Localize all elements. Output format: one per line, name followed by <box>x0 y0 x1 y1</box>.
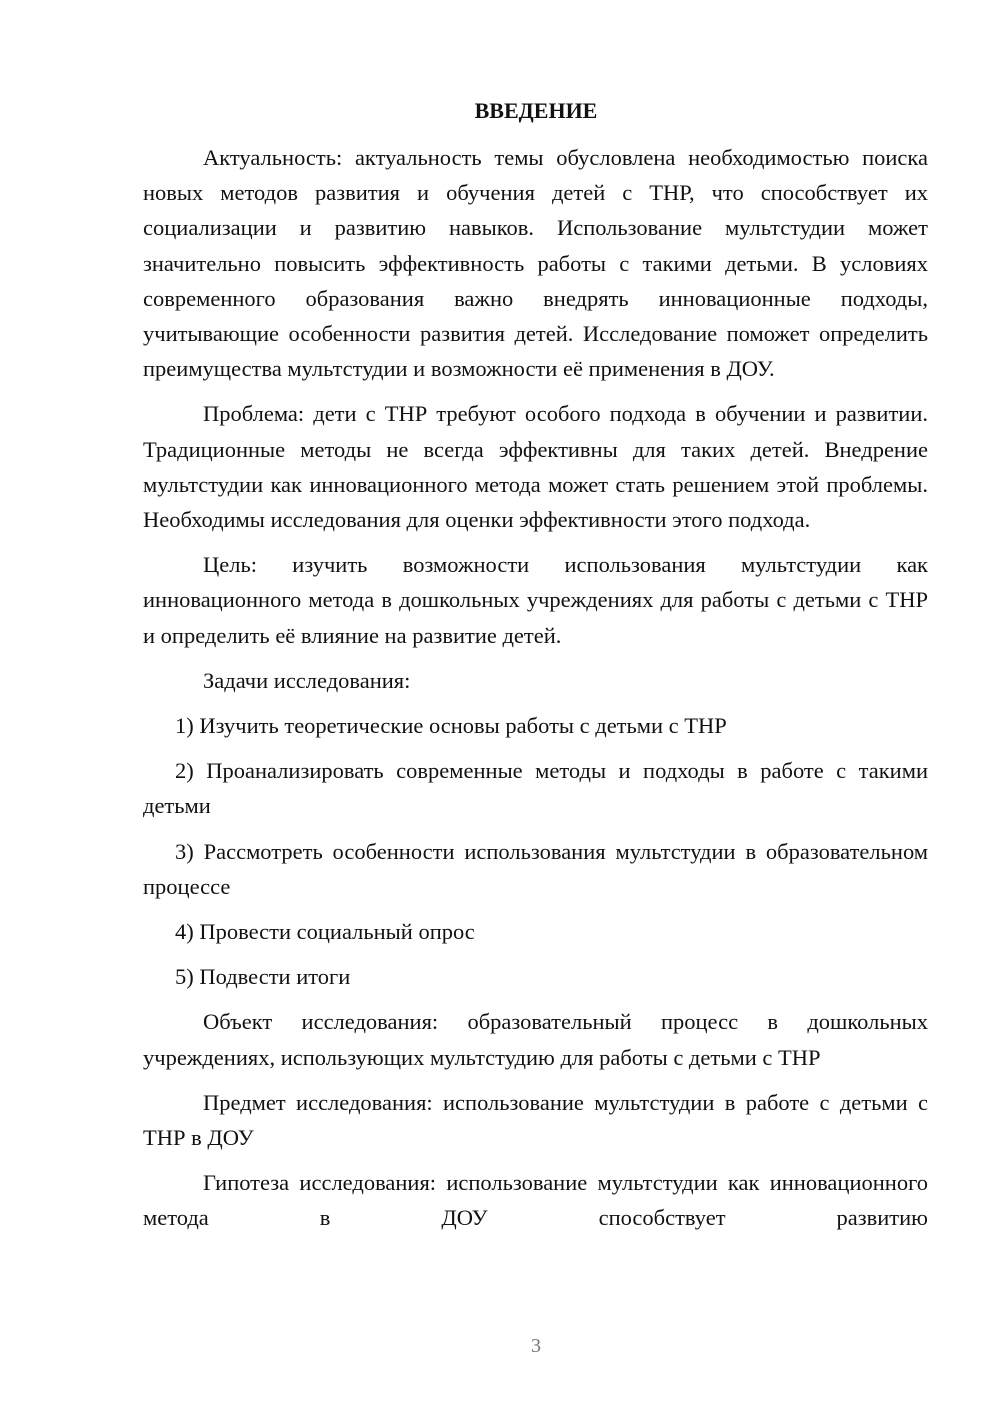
paragraph-relevance: Актуальность: актуальность темы обусловлена необходимостью поиска новых методов развития и обучения детей с ТНР, что способствует их социализации и развитию навыков. Использование мультстудии может значительно повысить эффективность работы с такими детьми. В условиях современного образования важно внедрять инновационные подходы, учитывающие особенности развития детей. Исследование поможет определить преимущества мультстудии и возможности её применения в ДОУ. <box>143 145 928 382</box>
paragraph-subject: Предмет исследования: использование мультстудии в работе с детьми с ТНР в ДОУ <box>143 1089 928 1151</box>
task-item-4: 4) Провести социальный опрос <box>175 919 475 945</box>
task-item-5: 5) Подвести итоги <box>175 964 351 990</box>
task-item-2: 2) Проанализировать современные методы и подходы в работе с такими детьми <box>143 758 928 819</box>
document-body <box>143 140 928 1236</box>
task-item-3: 3) Рассмотреть особенности использования мультстудии в образовательном процессе <box>143 838 928 899</box>
paragraph-problem: Проблема: дети с ТНР требуют особого подхода в обучении и развитии. Традиционные методы не всегда эффективны для таких детей. Внедрение мультстудии как инновационного метода может стать решением этой проблемы. Необходимы исследования для оценки эффективности этого подхода. <box>143 401 928 533</box>
paragraph-hypothesis: Гипотеза исследования: использование мультстудии как инновационного метода в ДОУ способствует развитию <box>143 1170 928 1231</box>
page-number: 3 <box>531 1335 541 1357</box>
paragraph-goal: Цель: изучить возможности использования мультстудии как инновационного метода в дошкольных учреждениях для работы с детьми с ТНР и определить её влияние на развитие детей. <box>143 552 928 648</box>
paragraph-tasks-heading: Задачи исследования: <box>203 667 411 693</box>
section-title: ВВЕДЕНИЕ <box>474 98 598 123</box>
task-item-1: 1) Изучить теоретические основы работы с детьми с ТНР <box>175 713 727 739</box>
paragraph-object: Объект исследования: образовательный процесс в дошкольных учреждениях, использующих мультстудию для работы с детьми с ТНР <box>143 1009 928 1070</box>
